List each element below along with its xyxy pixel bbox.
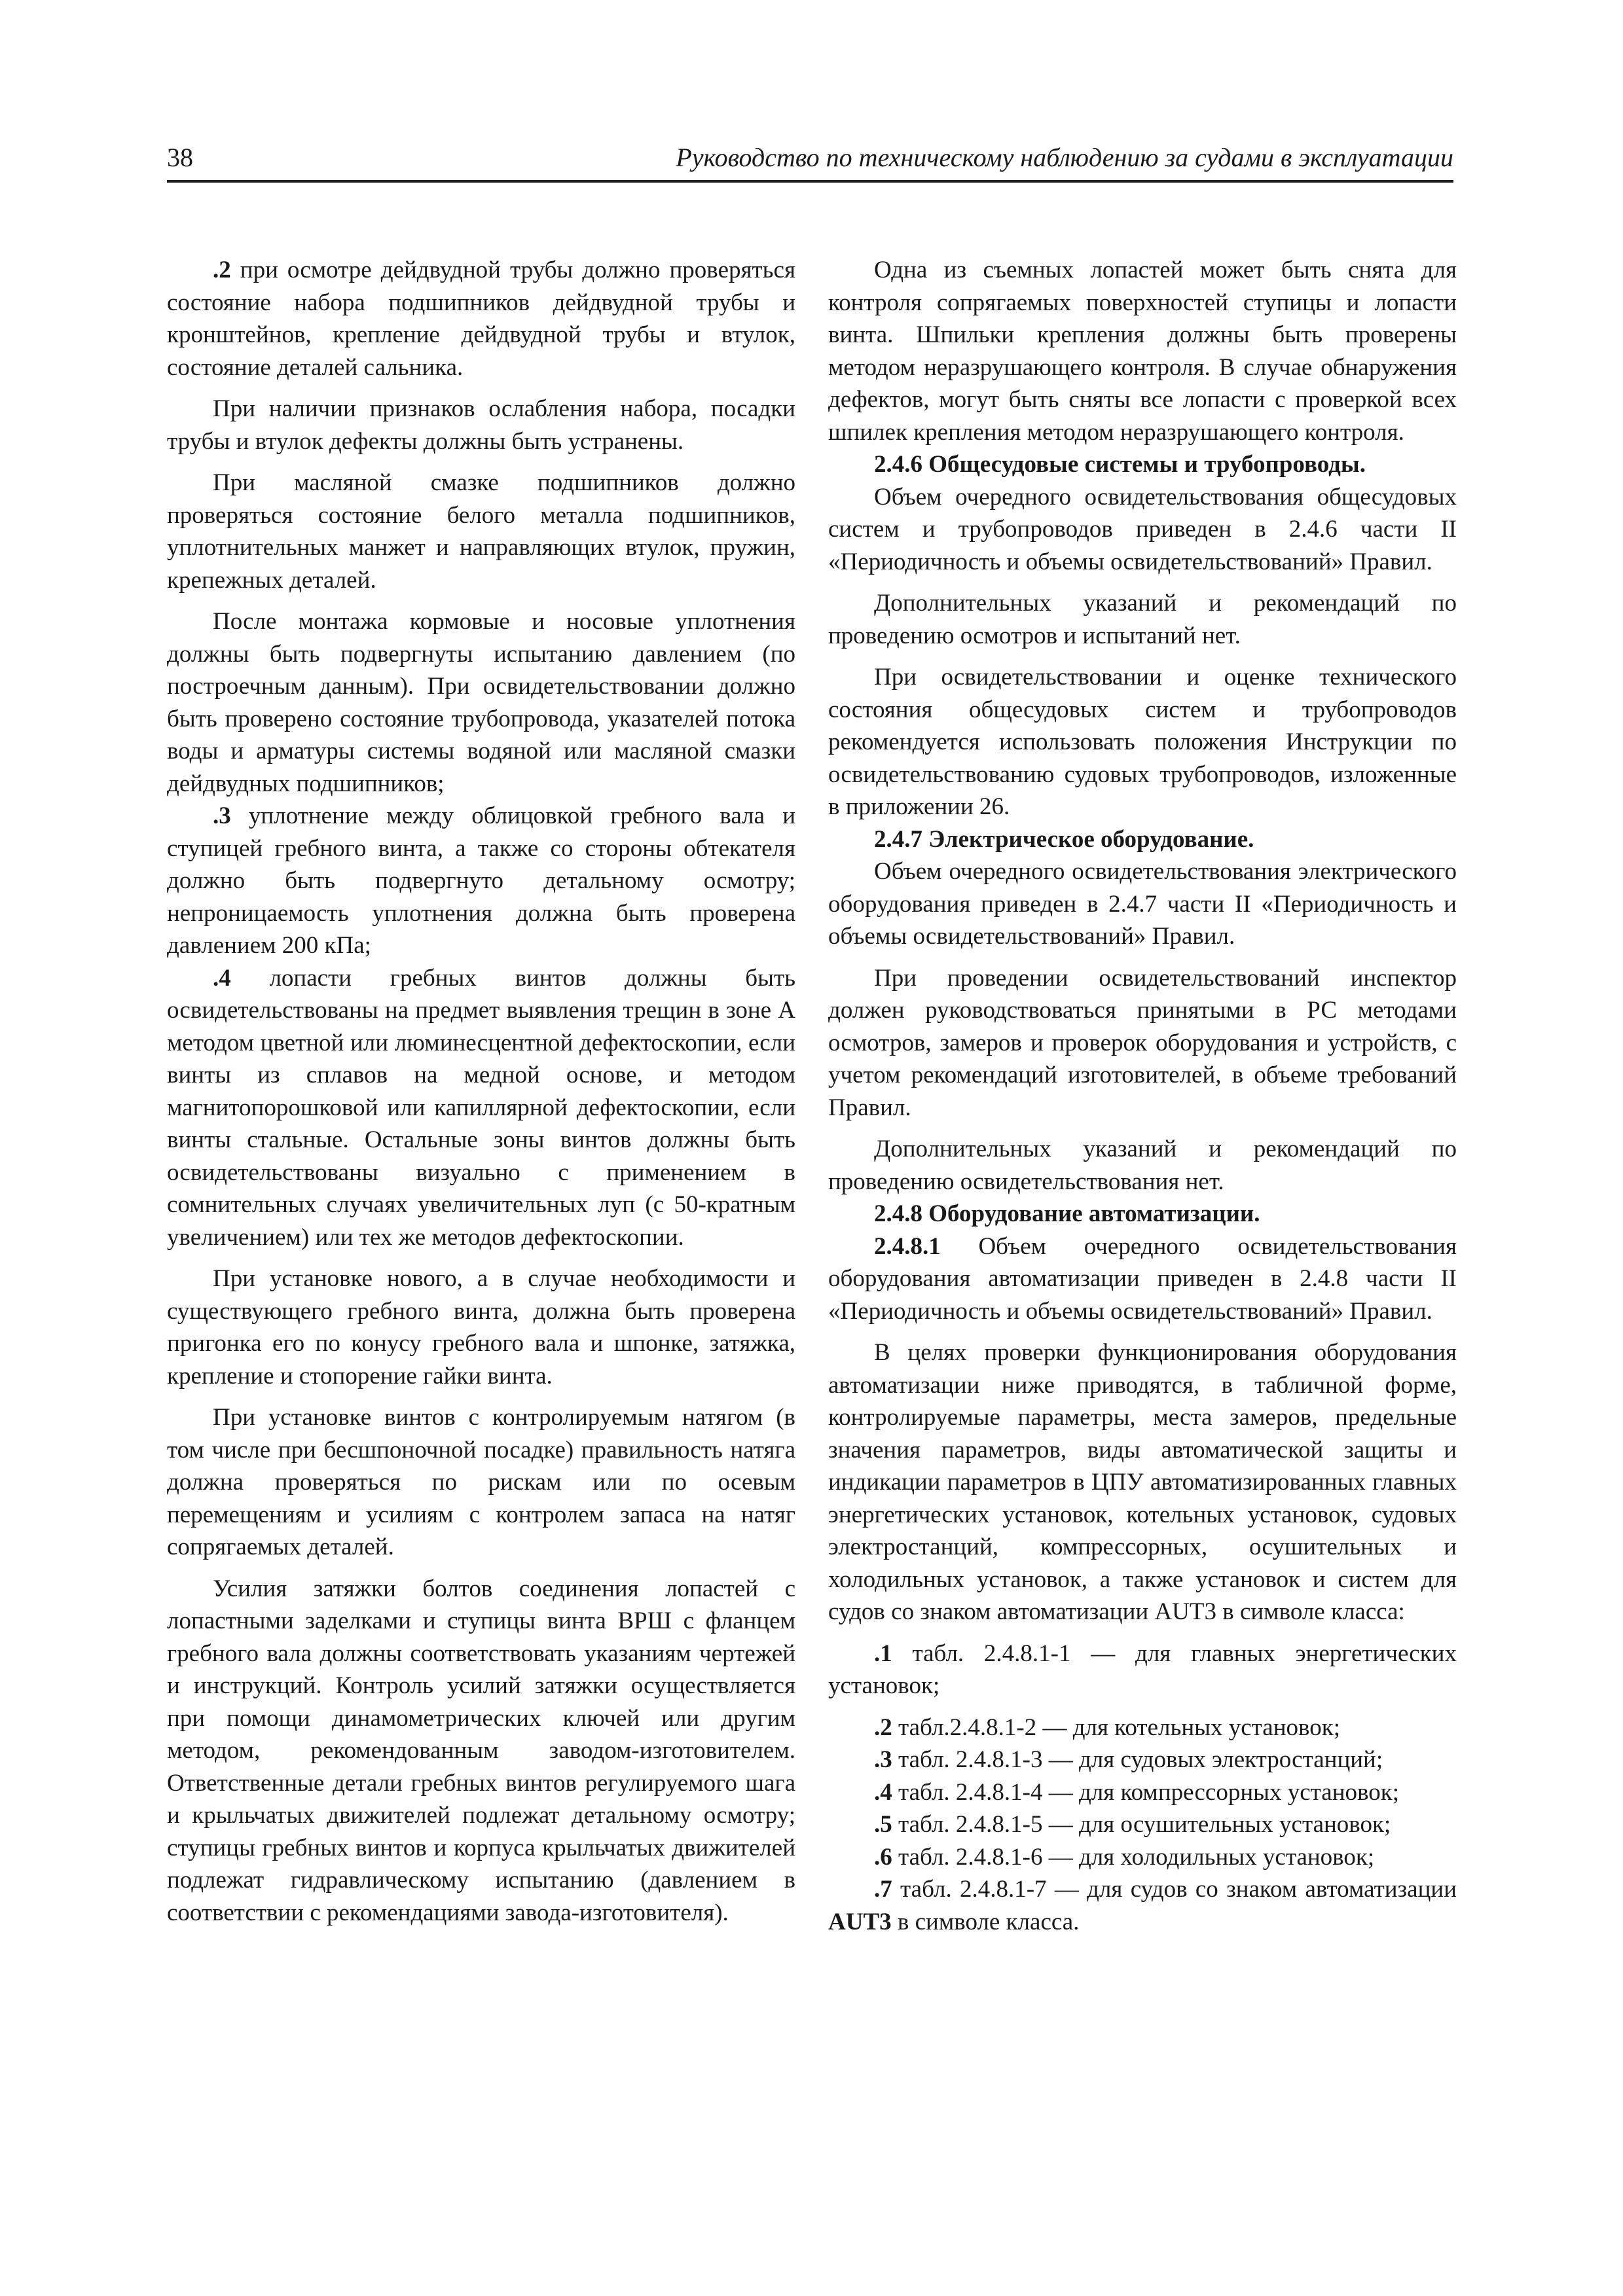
list-item-text: табл. 2.4.8.1-3 — для судовых электростанций; [892,1746,1383,1773]
item-number: .6 [874,1843,892,1871]
item-number: .1 [874,1640,892,1667]
list-item-text: табл. 2.4.8.1-4 — для компрессорных установок; [892,1778,1399,1806]
list-item [828,1712,1457,1744]
right-column [828,254,1457,1938]
paragraph: Объем очередного освидетельствования общесудовых систем и трубопроводов приведен в 2.4.6 части II «Периодичность и объемы освидетельствований» Правил. [828,483,1457,575]
page-header [167,141,1453,183]
paragraph: В целях проверки функционирования оборудования автоматизации ниже приводятся, в табличной форме, контролируемые параметры, места замеров, предельные значения параметров, виды автоматической защиты и индикации параметров в ЦПУ автоматизированных главных энергетических установок, котельных установок, судовых электростанций, компрессорных, осушительных и холодильных установок, а также установок и систем для судов со знаком автоматизации AUT3 в символе класса: [828,1339,1457,1625]
paragraph: При установке нового, а в случае необходимости и существующего гребного винта, должна быть проверена пригонка его по конусу гребного вала и шпонке, затяжка, крепление и стопорение гайки винта. [167,1265,795,1390]
page-number: 38 [167,143,193,172]
item-number: .3 [874,1746,892,1773]
list-item-text: табл. 2.4.8.1-7 — для судов со знаком автоматизации [892,1876,1457,1903]
list-item-text: в символе класса. [891,1908,1080,1935]
list-item-text: табл.2.4.8.1-2 — для котельных установок; [892,1713,1340,1741]
item-number: .4 [874,1778,892,1806]
list-item [828,1638,1457,1702]
item-number: .4 [213,964,231,992]
paragraph [167,962,795,1254]
section-heading-2-4-6: 2.4.6 Общесудовые системы и трубопроводы. [874,451,1366,478]
item-number: .7 [874,1876,892,1903]
paragraph: Дополнительных указаний и рекомендаций по проведению осмотров и испытаний нет. [828,590,1457,649]
paragraph: При масляной смазке подшипников должно проверяться состояние белого металла подшипников, уплотнительных манжет и направляющих втулок, пружин, крепежных деталей. [167,469,795,594]
paragraph-text: уплотнение между облицовкой гребного вала и ступицей гребного винта, а также со стороны обтекателя должно быть подвергнуто детальному осмотру; непроницаемость уплотнения должна быть проверена давлением 200 кПа; [167,802,795,959]
paragraph [828,1230,1457,1328]
list-item [828,1808,1457,1841]
list-item [828,1776,1457,1809]
paragraph-text: Объем очередного освидетельствования оборудования автоматизации приведен в 2.4.8 части II «Периодичность и объемы освидетельствований» Правил. [828,1232,1457,1325]
item-number: 2.4.8.1 [874,1232,941,1260]
paragraph [167,254,795,384]
class-notation: AUT3 [828,1908,892,1935]
paragraph: При освидетельствовании и оценке технического состояния общесудовых систем и трубопроводов рекомендуется использовать положения Инструкции по освидетельствованию судовых трубопроводов, изложенные в приложении 26. [828,664,1457,820]
paragraph: При наличии признаков ослабления набора, посадки трубы и втулок дефекты должны быть устранены. [167,395,795,455]
paragraph: Одна из съемных лопастей может быть снята для контроля сопрягаемых поверхностей ступицы и лопасти винта. Шпильки крепления должны быть проверены методом неразрушающего контроля. В случае обнаружения дефектов, могут быть сняты все лопасти с проверкой всех шпилек крепления методом неразрушающего контроля. [828,257,1457,446]
section-heading-2-4-8: 2.4.8 Оборудование автоматизации. [874,1200,1260,1227]
paragraph: Усилия затяжки болтов соединения лопастей с лопастными заделками и ступицы винта ВРШ с фланцем гребного вала должны соответствовать указаниям чертежей и инструкций. Контроль усилий затяжки осуществляется при помощи динамометрических ключей или другим методом, рекомендованным заводом-изготовителем. Ответственные детали гребных винтов регулируемого шага и крыльчатых движителей подлежат детальному осмотру; ступицы гребных винтов и корпуса крыльчатых движителей подлежат гидравлическому испытанию (давлением в соответствии с рекомендациями завода-изготовителя). [167,1575,795,1926]
section-heading-2-4-7: 2.4.7 Электрическое оборудование. [874,825,1254,853]
paragraph: После монтажа кормовые и носовые уплотнения должны быть подвергнуты испытанию давлением (по построечным данным). При освидетельствовании должно быть проверено состояние трубопровода, указателей потока воды и арматуры системы водяной или масляной смазки дейдвудных подшипников; [167,608,795,797]
paragraph-text: при осмотре дейдвудной трубы должно проверяться состояние набора подшипников дейдвудной трубы и кронштейнов, крепление дейдвудной трубы и втулок, состояние деталей сальника. [167,257,795,381]
list-item-text: табл. 2.4.8.1-5 — для осушительных установок; [892,1811,1391,1838]
item-number: .3 [213,802,231,829]
left-column [167,254,795,1929]
list-item [828,1873,1457,1938]
item-number: .2 [874,1713,892,1741]
paragraph: Дополнительных указаний и рекомендаций по проведению освидетельствования нет. [828,1136,1457,1195]
running-title: Руководство по техническому наблюдению за судами в эксплуатации [676,143,1453,172]
list-item-text: табл. 2.4.8.1-1 — для главных энергетических установок; [828,1640,1457,1699]
list-item-text: табл. 2.4.8.1-6 — для холодильных установок; [892,1843,1375,1871]
item-number: .2 [213,257,231,283]
paragraph: При установке винтов с контролируемым натягом (в том числе при бесшпоночной посадке) правильность натяга должна проверяться по рискам или по осевым перемещениям и усилиям с контролем запаса на натяг сопрягаемых деталей. [167,1404,795,1560]
list-item [828,1841,1457,1874]
paragraph: Объем очередного освидетельствования электрического оборудования приведен в 2.4.7 части II «Периодичность и объемы освидетельствований» Правил. [828,858,1457,950]
paragraph-text: лопасти гребных винтов должны быть освидетельствованы на предмет выявления трещин в зоне А методом цветной или люминесцентной дефектоскопии, если винты из сплавов на медной основе, и методом магнитопорошковой или капиллярной дефектоскопии, если винты стальные. Остальные зоны винтов должны быть освидетельствованы визуально с применением в сомнительных случаях увеличительных луп (с 50-кратным увеличением) или тех же методов дефектоскопии. [167,964,795,1251]
paragraph [167,800,795,962]
item-number: .5 [874,1811,892,1838]
paragraph: При проведении освидетельствований инспектор должен руководствоваться принятыми в РС методами осмотров, замеров и проверок оборудования и устройств, с учетом рекомендаций изготовителей, в объеме требований Правил. [828,964,1457,1121]
list-item [828,1744,1457,1776]
